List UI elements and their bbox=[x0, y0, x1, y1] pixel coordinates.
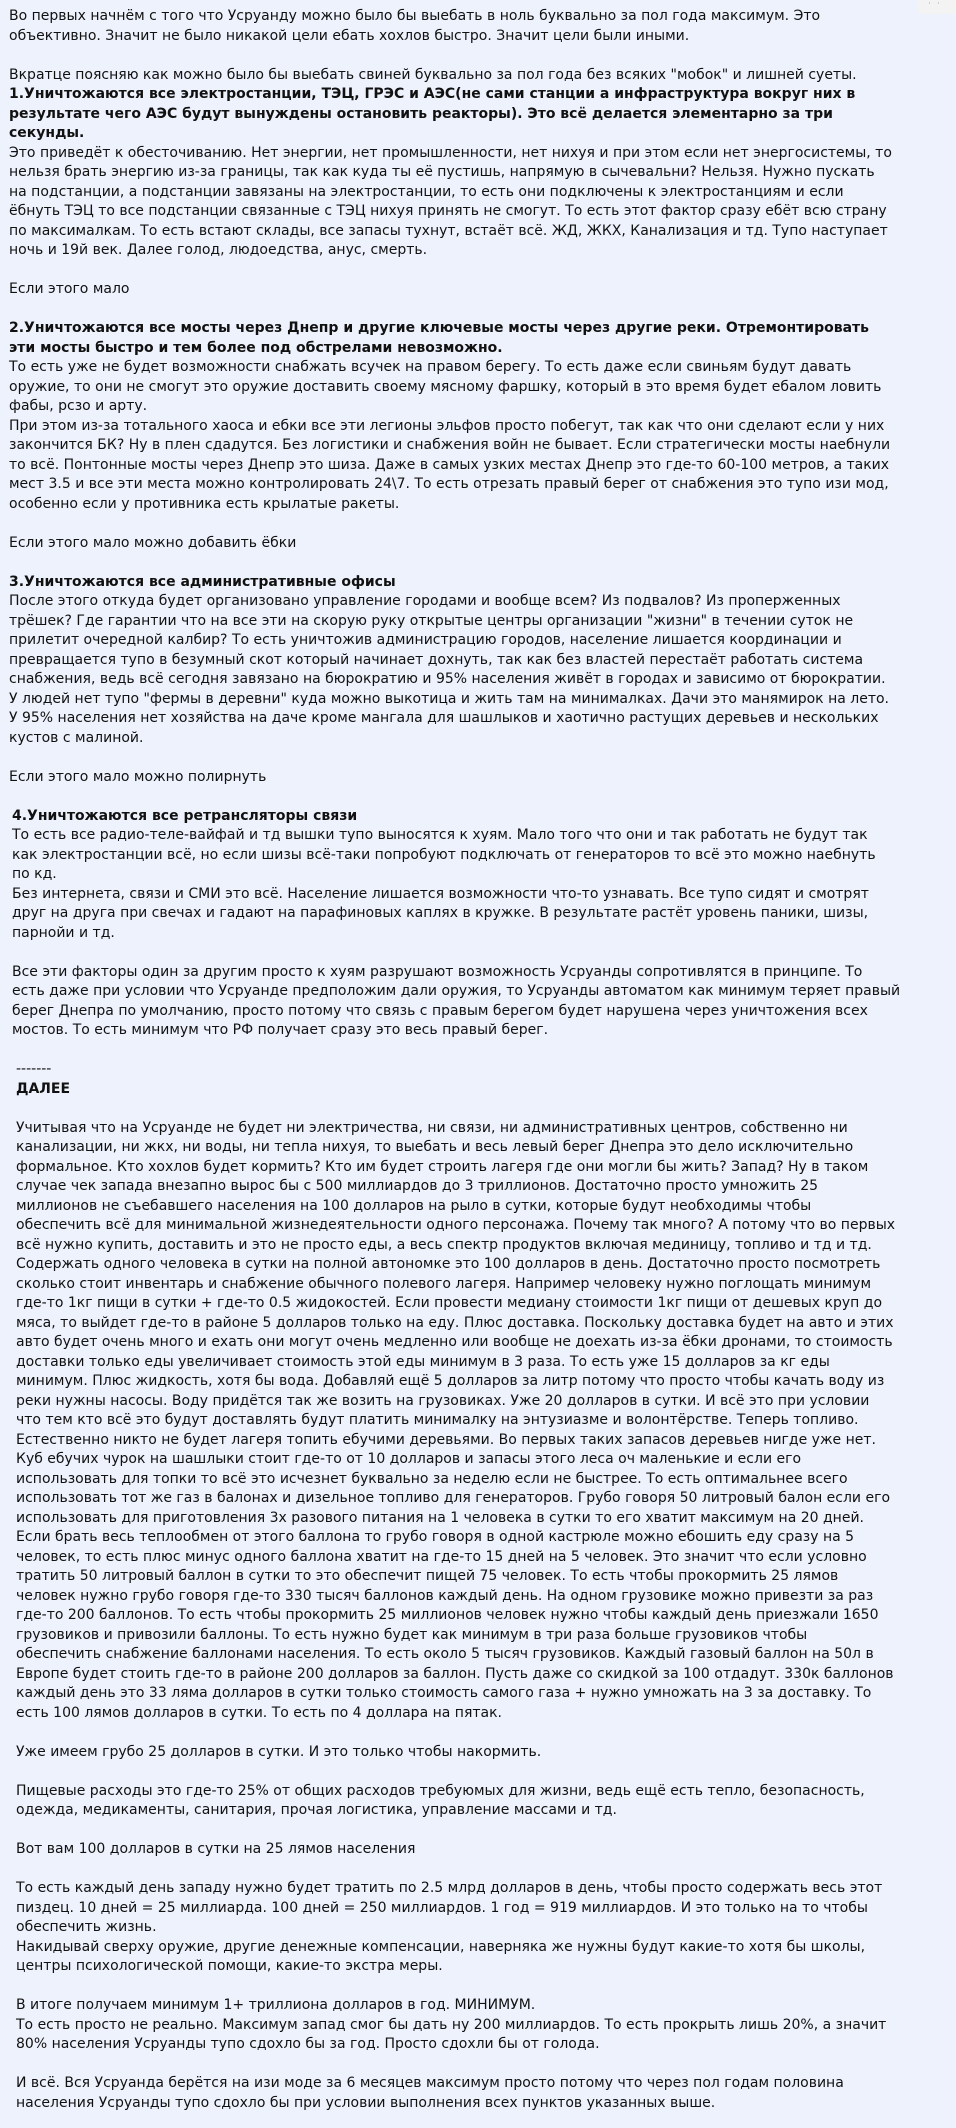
text-line: кустов с малиной. bbox=[9, 729, 144, 746]
text-line: нельзя брать энергию из-за границы, так как куда ты её пустишь, напрямую в сычевальни? Нельзя. Нужно пускать bbox=[9, 164, 875, 180]
text-line: каждый день это 33 ляма долларов в сутки только стоимость самого газа + нужно умножать на 3 за доставку. То bbox=[16, 1685, 872, 1701]
text-line: парнойи и тд. bbox=[12, 924, 115, 941]
paragraph bbox=[0, 963, 956, 1041]
text-line: В итоге получаем минимум 1+ триллиона долларов в год. МИНИМУМ. bbox=[16, 1997, 536, 2013]
paragraph bbox=[0, 573, 956, 749]
text-line: Без интернета, связи и СМИ это всё. Население лишается возможности что-то узнавать. Все тупо сидят и смотрят bbox=[12, 885, 869, 902]
text-line: случае чек запада внезапно вырос бы с 500 миллиардов до 3 триллионов. Достаточно просто умножить 25 bbox=[16, 1178, 819, 1194]
text-line: Вкратце поясняю как можно было бы выебать свиней буквально за пол года без всяких "мобок" и лишней суеты. bbox=[9, 66, 857, 83]
text-line: И всё. Вся Усруанда берётся на изи моде за 6 месяцев максимум просто потому что через пол годам половина bbox=[16, 2075, 844, 2091]
text-line: Вот вам 100 долларов в сутки на 25 лямов населения bbox=[16, 1841, 416, 1857]
text-line: мест 3.5 и все эти места можно контролировать 24\7. То есть отрезать правый берег от снабжения это тупо изи мод, bbox=[9, 476, 889, 492]
text-line: Если этого мало можно добавить ёбки bbox=[9, 534, 297, 551]
text-line: снабжения, ведь всё сегодня завязано на бюрократию и 95% населения живёт в городах и зависимо от бюрократии. bbox=[9, 671, 886, 687]
more-icon: ·· bbox=[928, 0, 946, 9]
text-line: Если брать весь теплообмен от этого баллона то грубо говоря в одной кастрюле можно ебошить еду сразу на 5 bbox=[16, 1529, 855, 1545]
text-line: ночь и 19й век. Далее голод, людоедства, анус, смерть. bbox=[9, 242, 428, 258]
text-line: Куб ебучих чурок на шашлыки стоит где-то от 10 долларов и запасы этого леса оч маленькие и если его bbox=[16, 1451, 802, 1467]
paragraph bbox=[0, 807, 956, 944]
text-line: превращается тупо в безумный скот который начинает дохнуть, так как без властей перестаёт работать система bbox=[9, 651, 864, 668]
paragraph bbox=[0, 66, 956, 261]
text-line: где-то 200 баллонов. То есть чтобы прокормить 25 миллионов человек нужно чтобы каждый день приезжали 1650 bbox=[16, 1607, 879, 1623]
text-line: ------- bbox=[16, 1061, 52, 1077]
text-line: по кд. bbox=[12, 866, 57, 882]
text-line: Европе будет стоить где-то в районе 200 долларов за баллон. Пусть даже со скидкой за 100 отдадут. 330к баллонов bbox=[16, 1665, 894, 1682]
text-line: При этом из-за тотального хаоса и ебки все эти легионы эльфов просто побегут, так как что они сделают если у них bbox=[9, 417, 885, 434]
text-line: минимум. Плюс жидкость, хотя бы вода. Добавляй ещё 5 долларов за литр потому что просто чтобы качать воду из bbox=[16, 1373, 885, 1389]
heading-line: результате чего АЭС будут вынуждены остановить реакторы). Это всё делается элементарно за три bbox=[9, 105, 833, 122]
text-line: где-то 1кг пищи в сутки + где-то 0.5 жидокостей. Если провести медиану стоимости 1кг пищи от дешевых круп до bbox=[16, 1295, 883, 1311]
text-line: То есть каждый день западу нужно будет тратить по 2.5 млрд долларов в день, чтобы просто содержать весь этот bbox=[16, 1880, 883, 1896]
text-line: использовать для топки то всё это исчезнет буквально за неделю если не быстрее. То есть оптимальнее всего bbox=[16, 1470, 848, 1487]
text-line: сколько стоит инвентарь и снабжение обычного полевого лагеря. Например человеку нужно поглощать минимум bbox=[16, 1275, 872, 1292]
text-line: мостов. То есть минимум что РФ получает сразу это весь правый берег. bbox=[12, 1022, 549, 1038]
text-line: центры психологической помощи, какие-то экстра меры. bbox=[16, 1958, 443, 1974]
text-line: ёбнуть ТЭЦ то все подстанции связанные с ТЭЦ нихуя принять не смогут. То есть этот фактор сразу ебёт всю страну bbox=[9, 203, 887, 219]
heading-line: 3.Уничтожаются все административные офисы bbox=[9, 573, 396, 590]
paragraph bbox=[0, 1840, 956, 1860]
text-line: объективно. Значит не было никакой цели ебать хохлов быстро. Значит цели были иными. bbox=[9, 27, 690, 44]
text-line: человек нужно грубо говоря где-то 330 тысяч баллонов каждый день. На одном грузовике можно привезти за раз bbox=[16, 1587, 874, 1604]
heading-line: эти мосты быстро и тем более под обстрелами невозможно. bbox=[9, 339, 503, 356]
text-line: После этого откуда будет организовано управление городами и вообще всем? Из подвалов? Из проперженных bbox=[9, 593, 841, 609]
paragraph bbox=[0, 1060, 956, 1099]
text-line: Уже имеем грубо 25 долларов в сутки. И это только чтобы накормить. bbox=[16, 1743, 542, 1760]
paragraph bbox=[0, 1879, 956, 1977]
text-line: Пищевые расходы это где-то 25% от общих расходов требуюмых для жизни, ведь ещё есть тепло, безопасность, bbox=[16, 1782, 865, 1799]
text-line: Все эти факторы один за другим просто к хуям разрушают возможность Усруанды сопротивлятся в принципе. То bbox=[12, 963, 863, 980]
heading-line: секунды. bbox=[9, 125, 85, 141]
paragraph bbox=[0, 7, 956, 46]
paragraph bbox=[0, 1119, 956, 1724]
text-line: фабы, рсзо и арту. bbox=[9, 398, 148, 414]
text-line: 80% населения Усруанды тупо сдохло бы за год. Просто сдохли бы от голода. bbox=[16, 2036, 600, 2052]
heading-line: 4.Уничтожаются все ретрансляторы связи bbox=[12, 807, 358, 824]
paragraph bbox=[0, 534, 956, 554]
text-line: Если этого мало можно полирнуть bbox=[9, 768, 267, 785]
text-line: То есть уже не будет возможности снабжать всучек на правом берегу. То есть даже если свиньям будут давать bbox=[9, 359, 852, 375]
paragraph bbox=[0, 1996, 956, 2055]
text-line: Это приведёт к обесточиванию. Нет энергии, нет промышленности, нет нихуя и при этом если нет энергосистемы, то bbox=[9, 144, 892, 161]
text-line: обеспечить снабжение баллонами населения. То есть около 5 тысяч грузовиков. Каждый газовый баллон на 50л в bbox=[16, 1646, 874, 1662]
text-line: Накидывай сверху оружие, другие денежные компенсации, наверняка же нужны будут какие-то хотя бы школы, bbox=[16, 1938, 866, 1955]
text-line: использовать тот же газ в балонах и дизельное топливо для генераторов. Грубо говоря 50 литровый балон если его bbox=[16, 1490, 891, 1506]
text-line: пиздец. 10 дней = 25 миллиарда. 100 дней = 250 миллиардов. 1 год = 919 миллиардов. И это только на то чтобы bbox=[16, 1899, 868, 1916]
text-line: То есть все радио-теле-вайфай и тд вышки тупо выносятся к хуям. Мало того что они и так работать не будут так bbox=[12, 827, 868, 843]
text-line: друг на друга при свечах и гадают на парафиновых каплях в кружке. В результате растёт уровень паники, шизы, bbox=[12, 905, 869, 921]
text-line: берег Днепра по умолчанию, просто потому что связь с правым берегом будет нарушена через уничтожения всех bbox=[12, 1002, 868, 1019]
text-line: то всё. Понтонные мосты через Днепр это шиза. Даже в самых узких местах Днепр это где-то 60-100 метров, а таких bbox=[9, 456, 890, 473]
text-line: человек, то есть плюс минус одного баллона хватит на где-то 15 дней на 5 человек. Это значит что если условно bbox=[16, 1548, 867, 1565]
text-line: Содержать одного человека в сутки на полной автономке это 100 долларов в день. Достаточно просто посмотреть bbox=[16, 1256, 881, 1272]
text-line: обеспечить жизнь. bbox=[16, 1919, 157, 1935]
text-line: трёшек? Где гарантии что на все эти на скорую руку открытые центры организации "жизни" в течении суток не bbox=[9, 612, 854, 629]
text-line: одежда, медикаменты, санитария, прочая логистика, управление массами и тд. bbox=[16, 1802, 617, 1818]
text-line: всё нужно купить, доставить и это не просто еды, а весь спектр продуктов включая мединицу, топливо и тд и тд. bbox=[16, 1236, 872, 1253]
text-line: миллионов не съебавшего населения на 100 долларов на рыло в сутки, которые будут необходимы чтобы bbox=[16, 1197, 812, 1214]
text-line: на подстанции, а подстанции завязаны на электростанции, то есть они подключены к электростанциям и если bbox=[9, 183, 844, 200]
text-line: особенно если у противника есть крылатые ракеты. bbox=[9, 495, 400, 512]
heading-line: 1.Уничтожаются все электростанции, ТЭЦ, ГРЭС и АЭС(не сами станции а инфраструктура вокруг них в bbox=[9, 86, 856, 102]
text-line: У людей нет тупо "фермы в деревни" куда можно выкотица и жить там на минималках. Дачи это манямирок на лето. bbox=[9, 690, 890, 707]
text-line: есть 100 лямов долларов в сутки. То есть по 4 доллара на пятак. bbox=[16, 1704, 503, 1721]
text-line: мяса, то выйдет где-то в районе 5 долларов только на еду. Плюс доставка. Поскольку доставка будет на авто и этих bbox=[16, 1314, 894, 1331]
text-line: формальное. Кто хохлов будет кормить? Кто им будет строить лагеря где они могли бы жить? Запад? Ну в таком bbox=[16, 1158, 869, 1175]
text-line: канализации, ни жкх, ни воды, ни тепла нихуя, то выебать и весь левый берег Днепра это дело исключительно bbox=[16, 1139, 854, 1155]
text-line: оружие, то они не смогут это оружие доставить своему мясному фаршку, который в это время будет ебалом ловить bbox=[9, 378, 882, 395]
text-line: грузовиков и привозили баллоны. То есть нужно будет как минимум в три раза больше грузовиков чтобы bbox=[16, 1626, 808, 1643]
text-line: авто будет очень много и ехать они могут очень медленно или вообще не доехать из-за ёбки дронами, то стоимость bbox=[16, 1334, 893, 1350]
text-line: что тем кто всё это будут доставлять будут платить минималку на энтузиазме и волонтёрстве. Теперь топливо. bbox=[16, 1412, 859, 1428]
text-line: Естественно никто не будет лагеря топить ебучими деревьями. Во первых таких запасов деревьев нигде уже нет. bbox=[16, 1431, 876, 1448]
paragraph bbox=[0, 319, 956, 514]
paragraph bbox=[0, 1782, 956, 1821]
text-line: У 95% населения нет хозяйства на даче кроме мангала для шашлыков и хаотично растущих деревьев и нескольких bbox=[9, 710, 879, 726]
text-line: по максималкам. То есть встают склады, все запасы тухнут, встаёт всё. ЖД, ЖКХ, Канализация и тд. Тупо наступает bbox=[9, 222, 888, 239]
text-line: закончится БК? Ну в плен сдадутся. Без логистики и снабжения войн не бывает. Если стратегически мосты наебнули bbox=[9, 437, 891, 453]
text-line: населения Усруанды тупо сдохло бы при условии выполнения всех пунктов указанных выше. bbox=[16, 2094, 716, 2111]
text-line: обеспечить всё для минимальной жизнедеятельности одного персонажа. Почему так много? А потому что во первых bbox=[16, 1217, 896, 1233]
text-line: прилетит очередной калбир? То есть уничтожив администрацию городов, население лишается координации и bbox=[9, 632, 842, 648]
text-line: доставки только еды увеличивает стоимость этой еды минимум в 3 раза. То есть уже 15 долларов за кг еды bbox=[16, 1353, 830, 1370]
text-line: использовать для приготовления 3х разового питания на 1 человека в сутки то его хватит максимум на 20 дней. bbox=[16, 1509, 864, 1526]
text-line: тратить 50 литровый баллон в сутки то это обеспечит пищей 75 человек. То есть чтобы прокормить 25 лямов bbox=[16, 1568, 839, 1584]
text-line: То есть просто не реально. Максимум запад смог бы дать ну 200 миллиардов. То есть прокрыть лишь 20%, а значит bbox=[16, 2016, 887, 2033]
text-line: Во первых начнём с того что Усруанду можно было бы выебать в ноль буквально за пол года максимум. Это bbox=[9, 8, 821, 24]
paragraph bbox=[0, 1743, 956, 1763]
text-line: есть даже при условии что Усруанде предположим дали оружия, то Усруанды автоматом как минимум теряет правый bbox=[12, 983, 901, 999]
text-line: как электростанции всё, но если шизы всё-таки попробуют подключать от генераторов то всё это можно наебнуть bbox=[12, 846, 876, 863]
text-line: Если этого мало bbox=[9, 281, 130, 297]
paragraph bbox=[0, 768, 956, 788]
text-line: Учитывая что на Усруанде не будет ни электричества, ни связи, ни административных центров, собственно ни bbox=[16, 1119, 848, 1136]
paragraph bbox=[0, 280, 956, 300]
heading-line: ДАЛЕЕ bbox=[16, 1080, 71, 1097]
heading-line: 2.Уничтожаются все мосты через Днепр и другие ключевые мосты через другие реки. Отремонтировать bbox=[9, 320, 870, 336]
more-options-button[interactable] bbox=[918, 0, 956, 14]
text-line: реки нужны насосы. Воду придётся так же возить на грузовиках. Уже 20 долларов в сутки. И всё это при условии bbox=[16, 1392, 870, 1409]
paragraph bbox=[0, 2074, 956, 2113]
